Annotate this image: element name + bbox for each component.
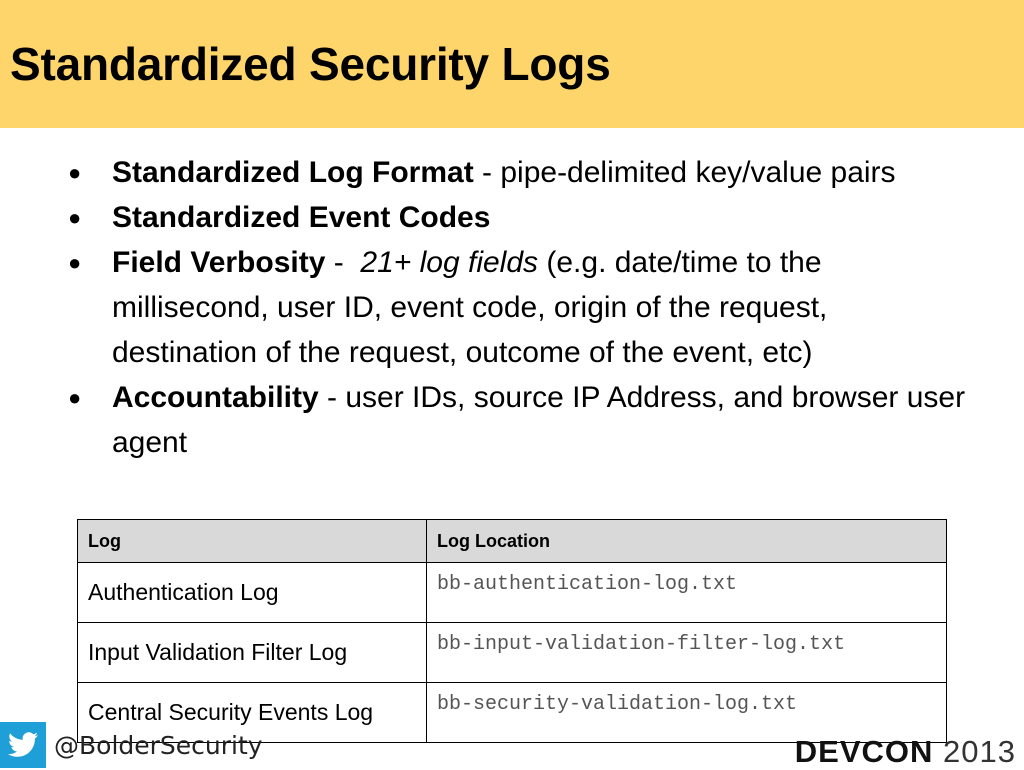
bullet-dot-icon: ● [68,160,82,185]
bullet-separator: - [325,246,361,279]
bullet-text: (e.g. date/time to the millisecond, user ID, event code, origin of the request, destination of the request, outcome of the event, etc) [112,246,828,369]
twitter-badge [0,722,263,768]
table-row [78,563,947,623]
bullet-term: Field Verbosity [112,246,326,279]
bullet-item [68,375,968,465]
bullet-term: Standardized Event Codes [112,201,491,234]
bullet-dot-icon: ● [68,385,82,410]
devcon-brand: DEVCON [794,734,934,769]
log-location-cell: bb-security-validation-log.txt [427,683,947,743]
bullet-item [68,150,968,195]
log-table [77,519,947,743]
twitter-bird-icon [0,722,46,768]
devcon-logo [795,734,1016,770]
column-header-log: Log [78,520,427,563]
log-location-cell: bb-input-validation-filter-log.txt [427,623,947,683]
bullet-text: - pipe-delimited key/value pairs [473,156,896,189]
title-banner [0,0,1024,128]
bullet-emphasis: 21+ log fields [360,246,539,279]
log-location-cell: bb-authentication-log.txt [427,563,947,623]
twitter-handle: @BolderSecurity [54,730,263,760]
bullet-term: Standardized Log Format [112,156,474,189]
devcon-year: 2013 [943,734,1016,769]
log-name-cell: Authentication Log [78,563,427,623]
log-name-cell: Input Validation Filter Log [78,623,427,683]
bullet-item [68,195,968,240]
bullet-text: - user IDs, source IP Address, and browser user agent [112,381,966,459]
bullet-term: Accountability [112,381,319,414]
table-row [78,623,947,683]
bullet-dot-icon: ● [68,205,82,230]
slide-title: Standardized Security Logs [10,38,611,90]
bullet-item [68,240,968,375]
column-header-location: Log Location [427,520,947,563]
bullet-dot-icon: ● [68,250,82,275]
bullet-list [68,150,968,465]
log-name-cell: Central Security Events Log [78,683,427,743]
table-header-row [78,520,947,563]
